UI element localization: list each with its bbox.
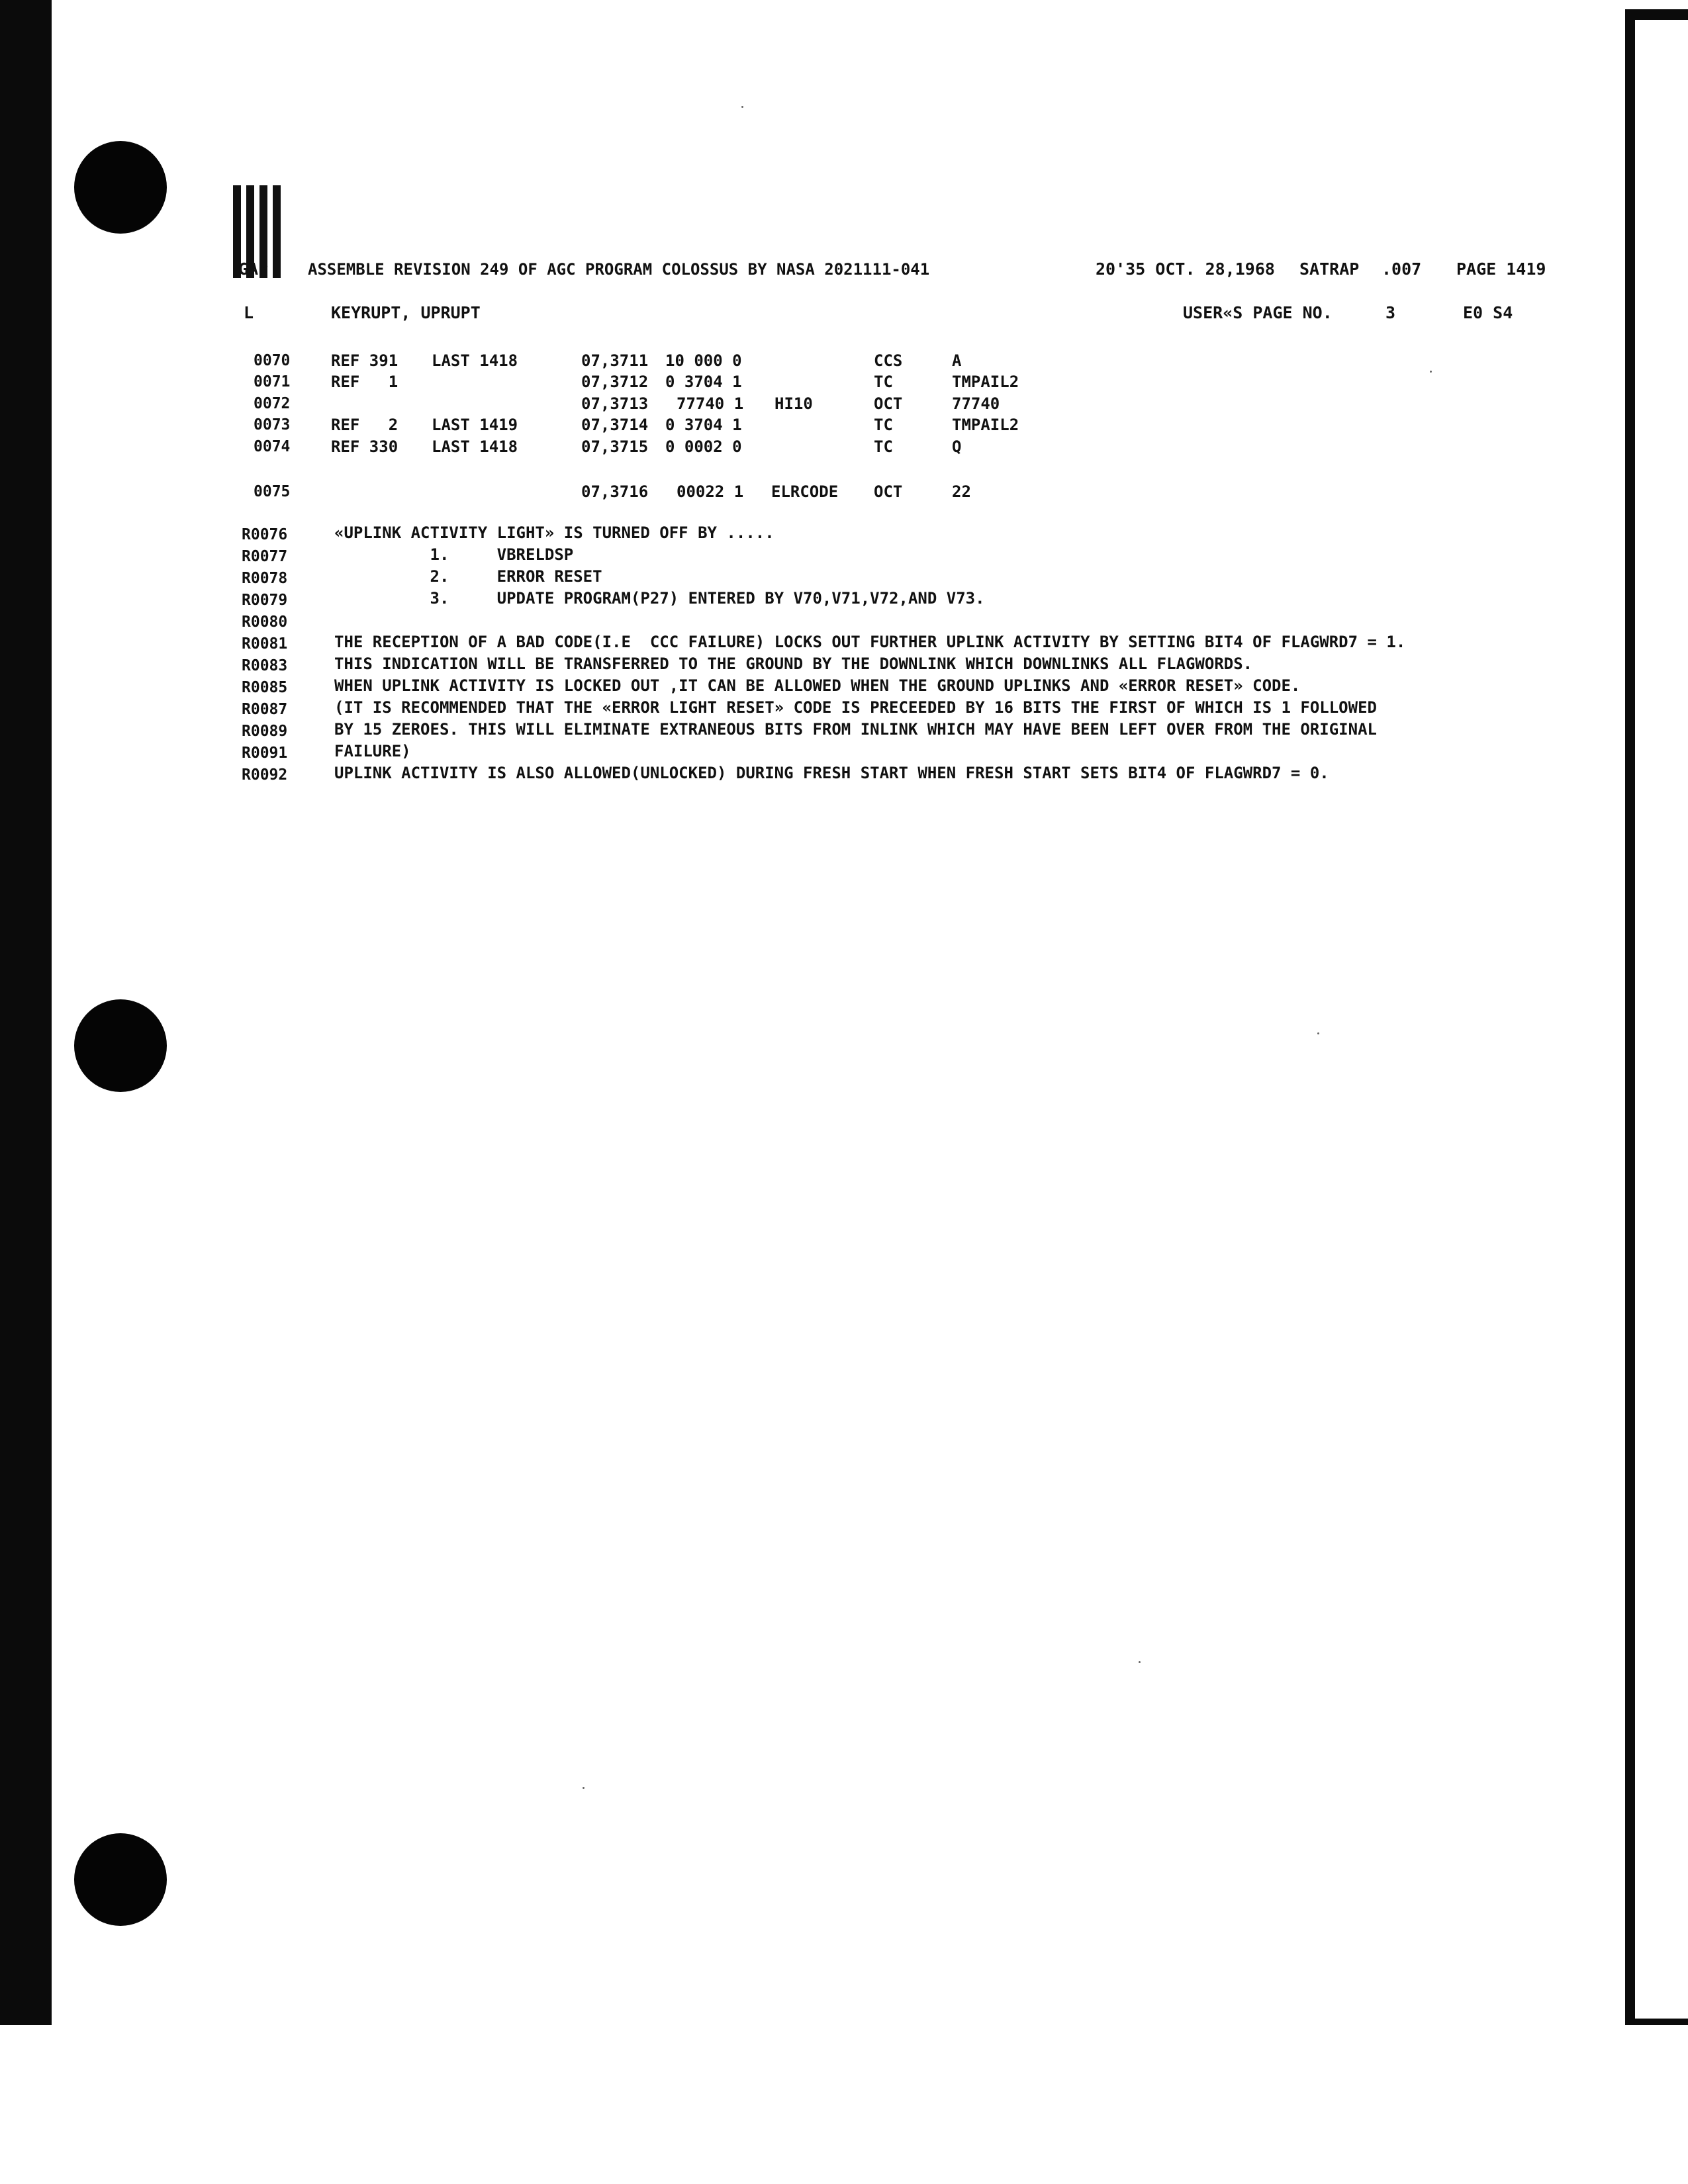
scan-speck bbox=[1139, 1661, 1141, 1663]
scan-speck bbox=[1430, 371, 1432, 373]
address: 07,3712 bbox=[581, 373, 649, 391]
octal-value: 10 000 0 bbox=[665, 351, 742, 370]
remark-text: 2. ERROR RESET bbox=[334, 567, 602, 586]
last-ref: LAST 1419 bbox=[432, 416, 518, 434]
opcode: TC bbox=[874, 416, 893, 434]
operand: TMPAIL2 bbox=[952, 373, 1019, 391]
scan-speck bbox=[741, 106, 743, 108]
opcode: OCT bbox=[874, 394, 903, 413]
symbol-label: ELRCODE bbox=[771, 482, 839, 501]
operand: Q bbox=[952, 437, 962, 456]
remark-text: 3. UPDATE PROGRAM(P27) ENTERED BY V70,V71,V72,AND V73. bbox=[334, 589, 985, 608]
octal-value: 77740 1 bbox=[677, 394, 744, 413]
header-title: ASSEMBLE REVISION 249 OF AGC PROGRAM COLOSSUS BY NASA 2021111-041 bbox=[308, 260, 930, 279]
punch-hole-top bbox=[74, 141, 167, 234]
octal-value: 0 0002 0 bbox=[665, 437, 742, 456]
remark-line-number: R0083 bbox=[242, 657, 288, 674]
octal-value: 0 3704 1 bbox=[665, 373, 742, 391]
remark-text: THE RECEPTION OF A BAD CODE(I.E CCC FAILURE) LOCKS OUT FURTHER UPLINK ACTIVITY BY SETTING BIT4 OF FLAGWRD7 = 1. bbox=[334, 633, 1406, 651]
address: 07,3711 bbox=[581, 351, 649, 370]
remark-line-number: R0079 bbox=[242, 592, 288, 609]
operand: A bbox=[952, 351, 962, 370]
last-ref: LAST 1418 bbox=[432, 437, 518, 456]
section-name: KEYRUPT, UPRUPT bbox=[331, 303, 481, 322]
remark-line-number: R0081 bbox=[242, 635, 288, 653]
remark-line-number: R0080 bbox=[242, 614, 288, 631]
address: 07,3716 bbox=[581, 482, 649, 501]
header-satrap: SATRAP bbox=[1299, 259, 1360, 279]
punch-hole-middle bbox=[74, 999, 167, 1092]
address: 07,3714 bbox=[581, 416, 649, 434]
scan-left-edge bbox=[0, 0, 52, 2025]
remark-line-number: R0092 bbox=[242, 766, 288, 784]
line-number: 0073 bbox=[254, 416, 291, 433]
line-number: 0071 bbox=[254, 373, 291, 390]
remark-text: (IT IS RECOMMENDED THAT THE «ERROR LIGHT RESET» CODE IS PRECEEDED BY 16 BITS THE FIRST OF WHICH IS 1 FOLLOWED bbox=[334, 698, 1377, 717]
symbol-label: HI10 bbox=[774, 394, 813, 413]
operand: TMPAIL2 bbox=[952, 416, 1019, 434]
remark-text: WHEN UPLINK ACTIVITY IS LOCKED OUT ,IT CAN BE ALLOWED WHEN THE GROUND UPLINKS AND «ERROR RESET» CODE. bbox=[334, 676, 1301, 695]
remark-line-number: R0091 bbox=[242, 745, 288, 762]
line-number: 0070 bbox=[254, 352, 291, 369]
scan-right-margin bbox=[1635, 20, 1688, 2019]
operand: 77740 bbox=[952, 394, 1000, 413]
user-page-number: 3 bbox=[1385, 303, 1396, 322]
remark-line-number: R0087 bbox=[242, 701, 288, 718]
remark-line-number: R0078 bbox=[242, 570, 288, 587]
address: 07,3715 bbox=[581, 437, 649, 456]
header-timestamp: 20'35 OCT. 28,1968 bbox=[1096, 259, 1275, 279]
header-page: PAGE 1419 bbox=[1456, 259, 1546, 279]
punch-hole-bottom bbox=[74, 1833, 167, 1926]
ref-count: REF 330 bbox=[331, 437, 399, 456]
last-ref: LAST 1418 bbox=[432, 351, 518, 370]
remark-text: UPLINK ACTIVITY IS ALSO ALLOWED(UNLOCKED) DURING FRESH START WHEN FRESH START SETS BIT4 OF FLAGWRD7 = 0. bbox=[334, 764, 1329, 782]
ref-count: REF 391 bbox=[331, 351, 399, 370]
opcode: OCT bbox=[874, 482, 903, 501]
line-number: 0074 bbox=[254, 438, 291, 455]
line-number: 0072 bbox=[254, 395, 291, 412]
remark-text: 1. VBRELDSP bbox=[334, 545, 574, 564]
ref-count: REF 1 bbox=[331, 373, 399, 391]
scan-speck bbox=[583, 1787, 585, 1789]
opcode: TC bbox=[874, 437, 893, 456]
listing-extra: E0 S4 bbox=[1463, 303, 1513, 322]
remark-line-number: R0077 bbox=[242, 548, 288, 565]
remark-text: FAILURE) bbox=[334, 742, 411, 760]
user-page-label: USER«S PAGE NO. bbox=[1183, 303, 1333, 322]
remark-text: THIS INDICATION WILL BE TRANSFERRED TO THE GROUND BY THE DOWNLINK WHICH DOWNLINKS ALL FLAGWORDS. bbox=[334, 655, 1253, 673]
remark-line-number: R0085 bbox=[242, 679, 288, 696]
remark-line-number: R0076 bbox=[242, 526, 288, 543]
remark-text: «UPLINK ACTIVITY LIGHT» IS TURNED OFF BY ..... bbox=[334, 523, 774, 542]
octal-value: 0 3704 1 bbox=[665, 416, 742, 434]
opcode: TC bbox=[874, 373, 893, 391]
remark-text: BY 15 ZEROES. THIS WILL ELIMINATE EXTRANEOUS BITS FROM INLINK WHICH MAY HAVE BEEN LEFT OVER FROM THE ORIGINAL bbox=[334, 720, 1377, 739]
opcode: CCS bbox=[874, 351, 903, 370]
ref-count: REF 2 bbox=[331, 416, 399, 434]
line-number: 0075 bbox=[254, 483, 291, 500]
octal-value: 00022 1 bbox=[677, 482, 744, 501]
remark-line-number: R0089 bbox=[242, 723, 288, 740]
binder-mark bbox=[273, 185, 281, 278]
scan-speck bbox=[1317, 1032, 1319, 1034]
address: 07,3713 bbox=[581, 394, 649, 413]
listing-type: L bbox=[244, 303, 254, 322]
header-mark: GAP bbox=[238, 259, 269, 279]
header-satrap-version: .007 bbox=[1382, 259, 1422, 279]
operand: 22 bbox=[952, 482, 971, 501]
